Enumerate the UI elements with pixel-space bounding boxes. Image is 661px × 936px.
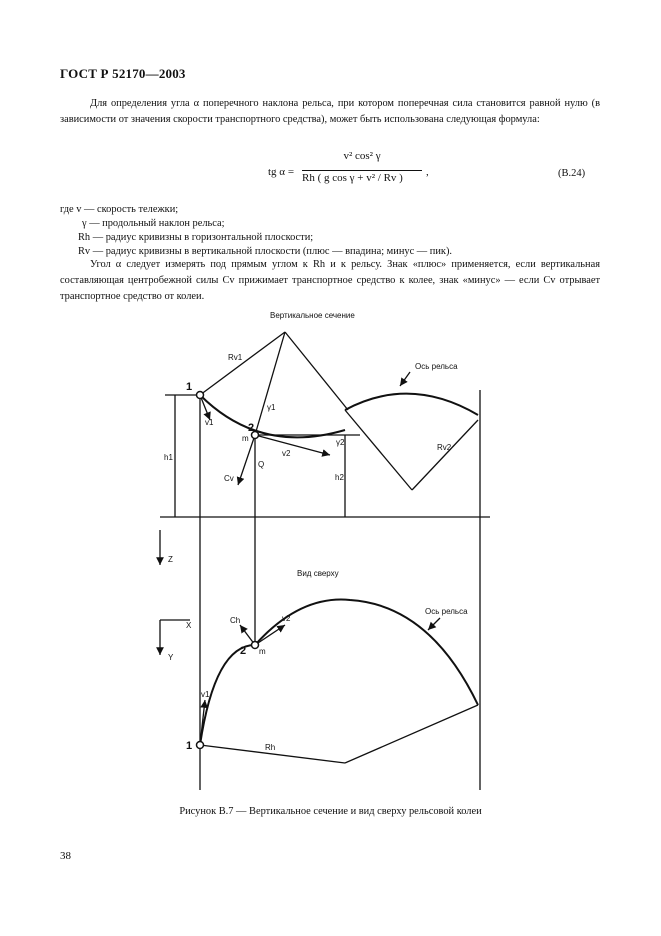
label-v1-bot: v1 [201,690,210,699]
label-m-bot: m [259,647,266,656]
formula-numerator: v² cos² γ [343,150,381,162]
rv2-radius-1 [345,410,412,490]
point-2-bot [252,642,259,649]
rv2-radius-2 [412,420,478,490]
label-h2: h2 [335,473,344,482]
intro-paragraph: Для определения угла α поперечного наклона рельса, при котором поперечная сила становится равной нулю (в зависимости от значения скорости транспортного средства), может быть использована следующая формула: [60,98,600,125]
formula-denominator: Rh ( g cos γ + v² / Rv ) [302,172,403,184]
rail-curve-vertical-2 [345,394,478,415]
label-y: Y [168,653,174,662]
label-v2-top: v2 [282,449,291,458]
where-lead: где [60,204,74,215]
formula-tail: , [426,166,429,178]
label-h1: h1 [164,453,173,462]
page-number: 38 [60,850,71,862]
label-ch: Ch [230,616,241,625]
angle-paragraph: Угол α следует измерять под прямым углом к Rh и к рельсу. Знак «плюс» применяется, если вертикальная составляющая центробежной силы Cv прижимает транспортное средство к колее, знак «минус» — если Cv отрывает транспортное средство от колеи. [60,259,600,302]
equation-number: (B.24) [558,168,586,179]
rail-axis-label-bot: Ось рельса [425,607,468,616]
where-item-gamma: γ — продольный наклон рельса; [82,218,225,229]
figure-caption: Рисунок В.7 — Вертикальное сечение и вид сверху рельсовой колеи [179,806,482,817]
point-1-bot [197,742,204,749]
where-item-velocity: v — скорость тележки; [76,204,179,215]
rh-radius-2 [345,705,478,763]
point-1-top [197,392,204,399]
rv1-radius-2 [285,332,348,410]
title-plan: Вид сверху [297,569,339,578]
rv1-radius-3 [255,332,285,435]
label-z: Z [168,555,173,564]
label-gamma2: γ2 [336,438,345,447]
label-rv2: Rv2 [437,443,452,452]
label-1-bot: 1 [186,740,193,752]
label-1-top: 1 [186,381,193,393]
label-x: X [186,621,192,630]
rail-axis-label-top: Ось рельса [415,362,458,371]
where-item-rv: Rv — радиус кривизны в вертикальной плоскости (плюс — впадина; минус — пик). [78,246,453,257]
rail-curve-vertical-1 [200,395,345,437]
label-gamma1: γ1 [267,403,276,412]
label-q: Q [258,460,265,469]
formula-lhs: tg α = [268,166,295,178]
label-rh: Rh [265,743,276,752]
rv1-radius-1 [200,332,285,395]
where-item-rh: Rh — радиус кривизны в горизонтальной плоскости; [78,232,314,243]
label-2-top: 2 [248,422,255,434]
label-v1-top: v1 [205,418,214,427]
rail-axis-pointer-bot [428,618,440,630]
label-2-bot: 2 [240,645,247,657]
label-cv: Cv [224,474,234,483]
label-v2-bot: v2 [282,614,291,623]
v2-vector-bot [255,625,285,645]
label-m-top: m [242,434,249,443]
title-vertical: Вертикальное сечение [270,311,355,320]
label-rv1: Rv1 [228,353,243,362]
standard-header: ГОСТ Р 52170—2003 [60,66,186,81]
rail-axis-pointer-top [400,372,410,386]
